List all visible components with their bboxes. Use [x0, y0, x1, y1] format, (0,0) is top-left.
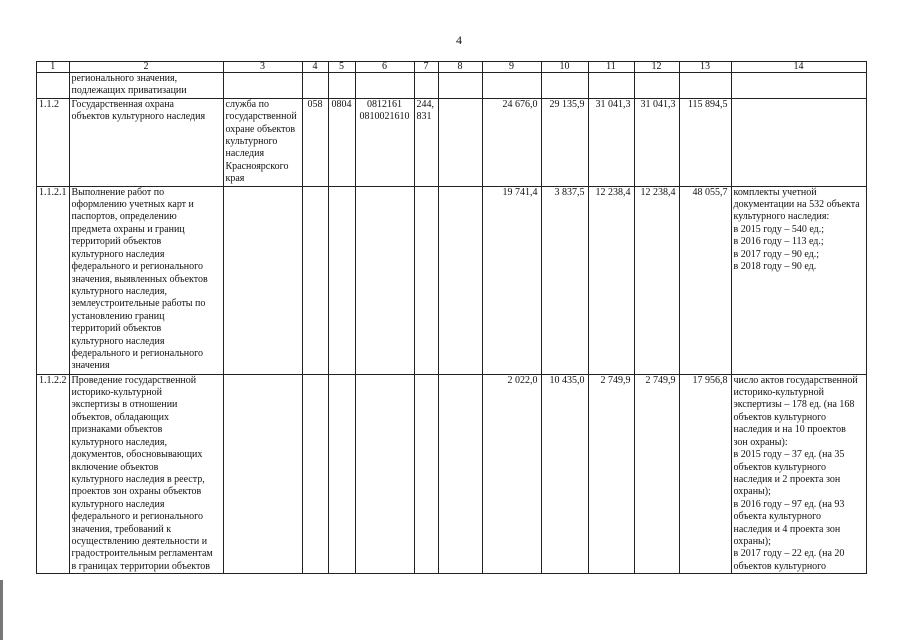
cell-col-14 — [731, 98, 866, 186]
cell-col-5: 0804 — [328, 98, 355, 186]
cell-col-1 — [37, 73, 70, 99]
cell-col-10: 29 135,9 — [541, 98, 588, 186]
column-header-13: 13 — [679, 62, 731, 73]
cell-col-14 — [731, 73, 866, 99]
cell-col-5 — [328, 186, 355, 374]
column-header-8: 8 — [438, 62, 482, 73]
table-row — [37, 73, 867, 99]
cell-col-5 — [328, 374, 355, 574]
cell-col-10 — [541, 73, 588, 99]
cell-col-14: комплекты учетной документации на 532 объекта культурного наследия: в 2015 году – 540 ед.; в 2016 году – 113 ед.; в 2017 году – 90 ед.; в 2018 году – 90 ед. — [731, 186, 866, 374]
cell-col-6 — [355, 186, 414, 374]
cell-col-7 — [414, 186, 438, 374]
cell-col-11: 12 238,4 — [588, 186, 634, 374]
table-row — [37, 374, 867, 574]
cell-col-5 — [328, 73, 355, 99]
cell-col-4 — [302, 73, 328, 99]
cell-col-3 — [223, 186, 302, 374]
column-header-4: 4 — [302, 62, 328, 73]
cell-col-2: Государственная охрана объектов культурного наследия — [69, 98, 223, 186]
cell-col-10: 10 435,0 — [541, 374, 588, 574]
cell-col-7: 244, 831 — [414, 98, 438, 186]
cell-col-10: 3 837,5 — [541, 186, 588, 374]
cell-col-1: 1.1.2 — [37, 98, 70, 186]
cell-col-4 — [302, 374, 328, 574]
column-header-9: 9 — [482, 62, 541, 73]
cell-col-11 — [588, 73, 634, 99]
cell-col-12: 31 041,3 — [634, 98, 679, 186]
cell-col-13: 115 894,5 — [679, 98, 731, 186]
column-header-3: 3 — [223, 62, 302, 73]
column-header-2: 2 — [69, 62, 223, 73]
column-header-7: 7 — [414, 62, 438, 73]
column-header-5: 5 — [328, 62, 355, 73]
column-header-11: 11 — [588, 62, 634, 73]
cell-col-3: служба по государственной охране объектов культурного наследия Красноярского края — [223, 98, 302, 186]
cell-col-9: 19 741,4 — [482, 186, 541, 374]
cell-col-8 — [438, 186, 482, 374]
cell-col-4 — [302, 186, 328, 374]
cell-col-12: 2 749,9 — [634, 374, 679, 574]
cell-col-13: 17 956,8 — [679, 374, 731, 574]
cell-col-2: Проведение государственной историко-культурной экспертизы в отношении объектов, обладающих признаками объектов культурного наследия, документов, обосновывающих включение объектов культурного наследия в реестр, проектов зон охраны объектов культурного наследия федерального и регионального значения, требований к осуществлению деятельности и градостроительным регламентам в границах территории объектов — [69, 374, 223, 574]
cell-col-1: 1.1.2.1 — [37, 186, 70, 374]
cell-col-9: 24 676,0 — [482, 98, 541, 186]
cell-col-2: Выполнение работ по оформлению учетных карт и паспортов, определению предмета охраны и границ территорий объектов культурного наследия федерального и регионального значения, выявленных объектов культурного наследия, землеустроительные работы по установлению границ территорий объектов культурного наследия федерального и регионального значения — [69, 186, 223, 374]
scan-edge — [0, 580, 3, 640]
cell-col-8 — [438, 374, 482, 574]
budget-table — [36, 61, 867, 574]
table-row — [37, 186, 867, 374]
cell-col-13 — [679, 73, 731, 99]
cell-col-1: 1.1.2.2 — [37, 374, 70, 574]
cell-col-14: число актов государственной историко-культурной экспертизы – 178 ед. (на 168 объектов культурного наследия и на 10 проектов зон охраны): в 2015 году – 37 ед. (на 35 объектов культурного наследия и 2 проекта зон охраны); в 2016 году – 97 ед. (на 93 объекта культурного наследия и 4 проекта зон охраны); в 2017 году – 22 ед. (на 20 объектов культурного — [731, 374, 866, 574]
table-row — [37, 98, 867, 186]
column-header-12: 12 — [634, 62, 679, 73]
cell-col-7 — [414, 73, 438, 99]
cell-col-6: 0812161 0810021610 — [355, 98, 414, 186]
cell-col-11: 2 749,9 — [588, 374, 634, 574]
cell-col-11: 31 041,3 — [588, 98, 634, 186]
cell-col-6 — [355, 73, 414, 99]
cell-col-4: 058 — [302, 98, 328, 186]
cell-col-6 — [355, 374, 414, 574]
column-header-14: 14 — [731, 62, 866, 73]
table-header-row — [37, 62, 867, 73]
cell-col-12: 12 238,4 — [634, 186, 679, 374]
cell-col-9 — [482, 73, 541, 99]
page-number: 4 — [456, 33, 462, 47]
cell-col-9: 2 022,0 — [482, 374, 541, 574]
cell-col-3 — [223, 73, 302, 99]
cell-col-7 — [414, 374, 438, 574]
cell-col-8 — [438, 73, 482, 99]
cell-col-2: регионального значения, подлежащих приватизации — [69, 73, 223, 99]
column-header-1: 1 — [37, 62, 70, 73]
cell-col-13: 48 055,7 — [679, 186, 731, 374]
column-header-6: 6 — [355, 62, 414, 73]
cell-col-12 — [634, 73, 679, 99]
cell-col-8 — [438, 98, 482, 186]
column-header-10: 10 — [541, 62, 588, 73]
cell-col-3 — [223, 374, 302, 574]
